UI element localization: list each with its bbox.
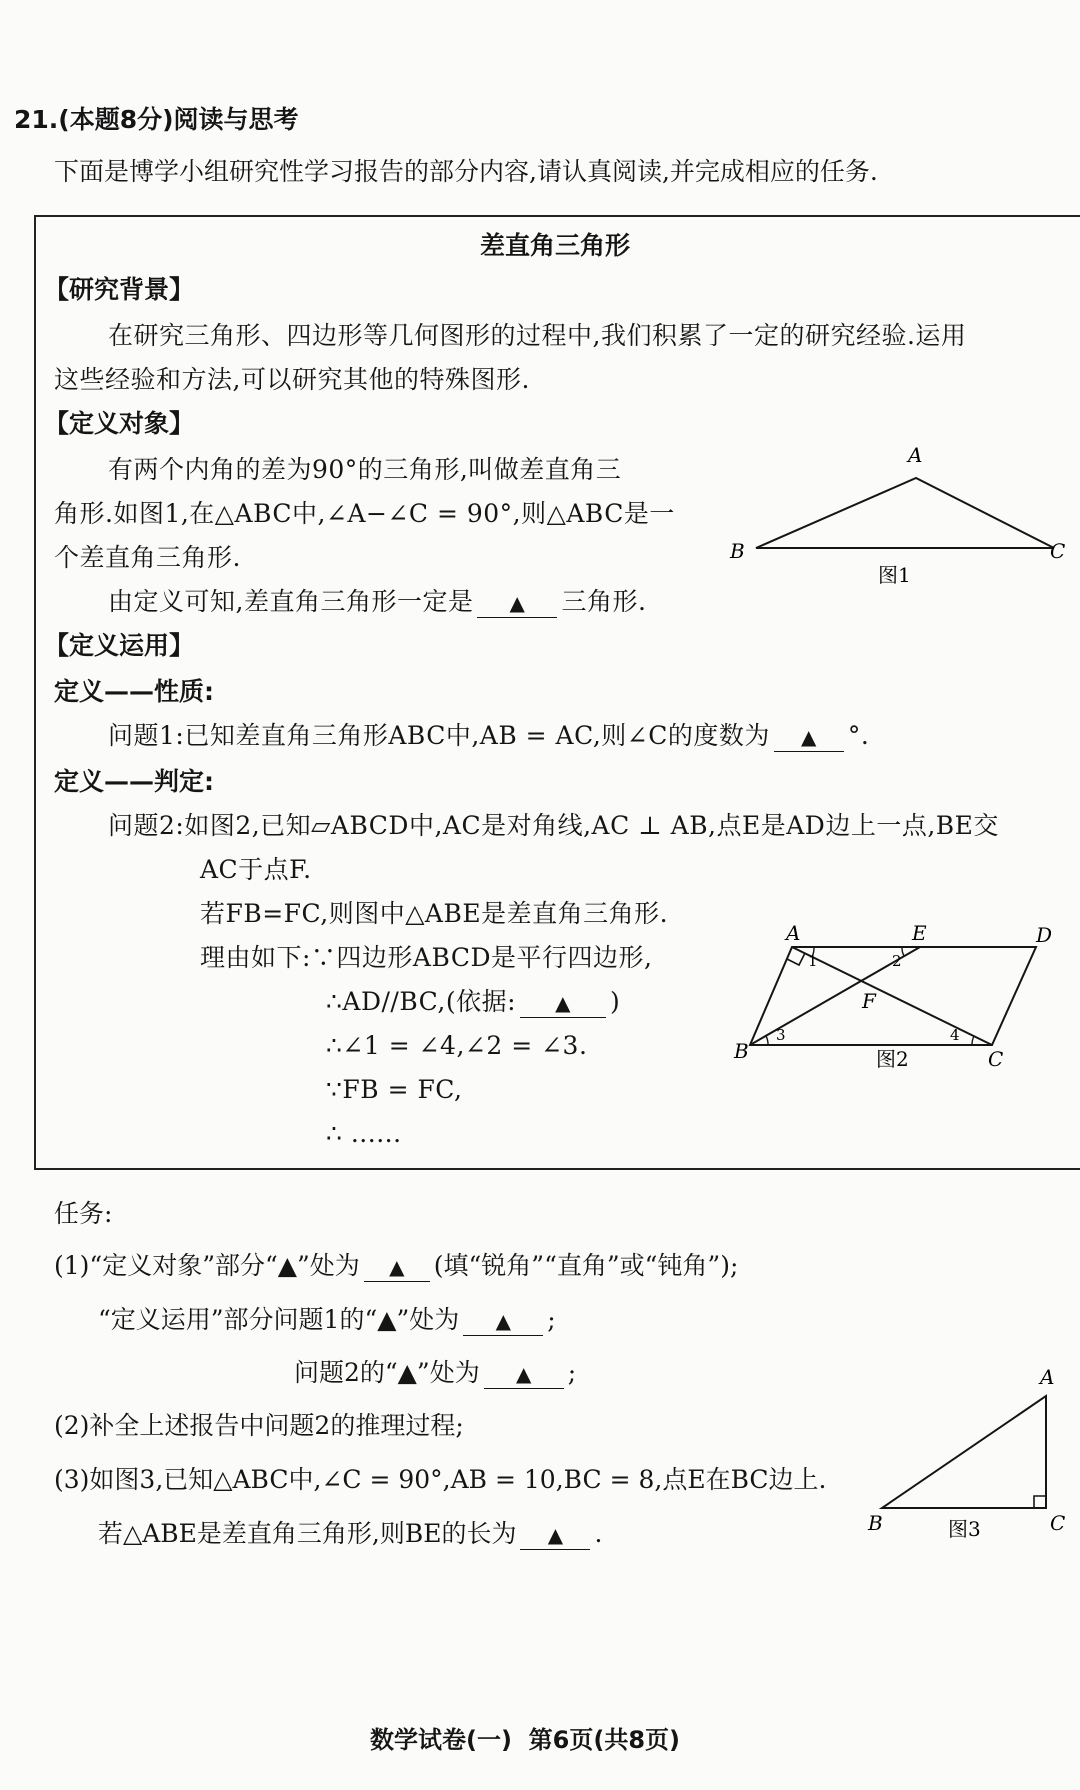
triangle-marker: ▲: [547, 1523, 564, 1547]
task-1-line-2-end: ;: [547, 1305, 556, 1334]
definition-line-2: 角形.如图1,在△ABC中,∠A−∠C = 90°,则△ABC是一: [54, 499, 675, 528]
task-1-hint: (填“锐角”“直角”或“钝角”);: [433, 1251, 739, 1280]
figure-1: [720, 438, 1080, 598]
task-3-line-2-text: 若△ABE是差直角三角形,则BE的长为: [98, 1519, 517, 1548]
problem-2-line-6: ∴∠1 = ∠4,∠2 = ∠3.: [326, 1031, 588, 1060]
triangle-marker: ▲: [516, 1362, 532, 1386]
fig2-label-d: D: [1036, 923, 1053, 947]
problem-2-line-3: 若FB=FC,则图中△ABE是差直角三角形.: [200, 899, 669, 928]
fig1-label-c: C: [1050, 539, 1066, 563]
fig3-label-b: B: [868, 1511, 883, 1535]
right-angle-mark: [1034, 1496, 1046, 1508]
answer-blank-task-1a[interactable]: [364, 1252, 430, 1282]
task-2: (2)补全上述报告中问题2的推理过程;: [54, 1411, 464, 1440]
triangle-marker: ▲: [509, 591, 526, 615]
definition-line-4-text: 由定义可知,差直角三角形一定是: [108, 587, 474, 616]
problem-1: [108, 720, 869, 752]
fig2-label-b: B: [734, 1039, 749, 1063]
task-3-line-1: (3)如图3,已知△ABC中,∠C = 90°,AB = 10,BC = 8,点E在BC边上.: [54, 1465, 827, 1494]
report-title: 差直角三角形: [480, 231, 631, 260]
fig2-angle-4: 4: [950, 1026, 960, 1044]
fig2-label-a: A: [786, 921, 801, 945]
definition-line-4: [108, 586, 646, 618]
definition-line-3: 个差直角三角形.: [54, 543, 241, 572]
answer-blank-acute[interactable]: [477, 588, 557, 618]
task-1-line-2: [98, 1304, 556, 1336]
fig3-label-c: C: [1050, 1511, 1066, 1535]
page-footer: 数学试卷(一) 第6页(共8页): [370, 1726, 680, 1754]
figure-3: [860, 1360, 1080, 1550]
fig2-label-f: F: [862, 989, 876, 1013]
task-3-line-2-end: .: [594, 1519, 603, 1548]
answer-blank-q1[interactable]: [774, 722, 844, 752]
problem-2-line-1: 问题2:如图2,已知▱ABCD中,AC是对角线,AC ⊥ AB,点E是AD边上一点,BE交: [108, 811, 999, 840]
question-intro: 下面是博学小组研究性学习报告的部分内容,请认真阅读,并完成相应的任务.: [54, 157, 878, 186]
angle-2-arc: [902, 947, 904, 956]
definition-heading: 【定义对象】: [44, 409, 195, 438]
fig2-label-e: E: [912, 921, 927, 945]
fig2-angle-1: 1: [808, 952, 818, 970]
definition-line-1: 有两个内角的差为90°的三角形,叫做差直角三: [108, 455, 622, 484]
problem-1-text: 问题1:已知差直角三角形ABC中,AB = AC,则∠C的度数为: [108, 721, 770, 750]
fig1-caption: 图1: [878, 563, 911, 587]
problem-2-line-5: [326, 986, 620, 1018]
triangle-abc: [756, 478, 1054, 548]
fig1-label-b: B: [730, 539, 745, 563]
problem-2-line-8: ∴ ......: [326, 1119, 402, 1148]
problem-2-line-5-text: ∴AD//BC,(依据:: [326, 987, 517, 1016]
definition-line-4-suffix: 三角形.: [561, 587, 647, 616]
answer-blank-task-3[interactable]: [520, 1520, 590, 1550]
tasks-heading: 任务:: [54, 1199, 113, 1228]
answer-blank-task-1b[interactable]: [463, 1306, 543, 1336]
problem-2-line-2: AC于点F.: [200, 855, 312, 884]
problem-2-line-4: 理由如下:∵四边形ABCD是平行四边形,: [200, 943, 653, 972]
triangle-marker: ▲: [389, 1255, 405, 1279]
problem-2-line-5-suffix: ): [610, 987, 621, 1016]
fig3-caption: 图3: [948, 1517, 981, 1541]
task-1-line-2-text: “定义运用”部分问题1的“▲”处为: [98, 1305, 460, 1334]
fig2-label-c: C: [988, 1047, 1004, 1071]
fig2-angle-3: 3: [776, 1026, 786, 1044]
right-triangle-abc: [882, 1396, 1046, 1508]
usage-heading: 【定义运用】: [44, 631, 195, 660]
angle-3-arc: [766, 1036, 768, 1045]
background-line-1: 在研究三角形、四边形等几何图形的过程中,我们积累了一定的研究经验.运用: [108, 321, 967, 350]
background-line-2: 这些经验和方法,可以研究其他的特殊图形.: [54, 365, 530, 394]
fig3-label-a: A: [1040, 1365, 1055, 1389]
figure-2: [720, 912, 1080, 1072]
question-title: 21.(本题8分)阅读与思考: [14, 105, 299, 134]
task-3-line-2: [98, 1518, 602, 1550]
property-heading: 定义——性质:: [54, 677, 214, 706]
problem-1-suffix: °.: [847, 721, 870, 750]
task-1-line-1: [54, 1250, 738, 1282]
task-1-line-3-text: 问题2的“▲”处为: [294, 1358, 480, 1387]
task-1-text: (1)“定义对象”部分“▲”处为: [54, 1251, 360, 1280]
judgement-heading: 定义——判定:: [54, 767, 214, 796]
task-1-line-3: [294, 1357, 576, 1389]
background-heading: 【研究背景】: [44, 275, 195, 304]
task-1-line-3-end: ;: [567, 1358, 577, 1387]
fig1-label-a: A: [908, 443, 923, 467]
answer-blank-reason[interactable]: [520, 988, 606, 1018]
angle-4-arc: [972, 1036, 974, 1045]
triangle-marker: ▲: [800, 725, 817, 749]
answer-blank-task-1c[interactable]: [484, 1359, 564, 1389]
problem-2-line-7: ∵FB = FC,: [326, 1075, 463, 1104]
fig2-angle-2: 2: [892, 952, 902, 970]
fig2-caption: 图2: [876, 1047, 909, 1071]
triangle-marker: ▲: [495, 1309, 511, 1333]
triangle-marker: ▲: [555, 991, 571, 1015]
